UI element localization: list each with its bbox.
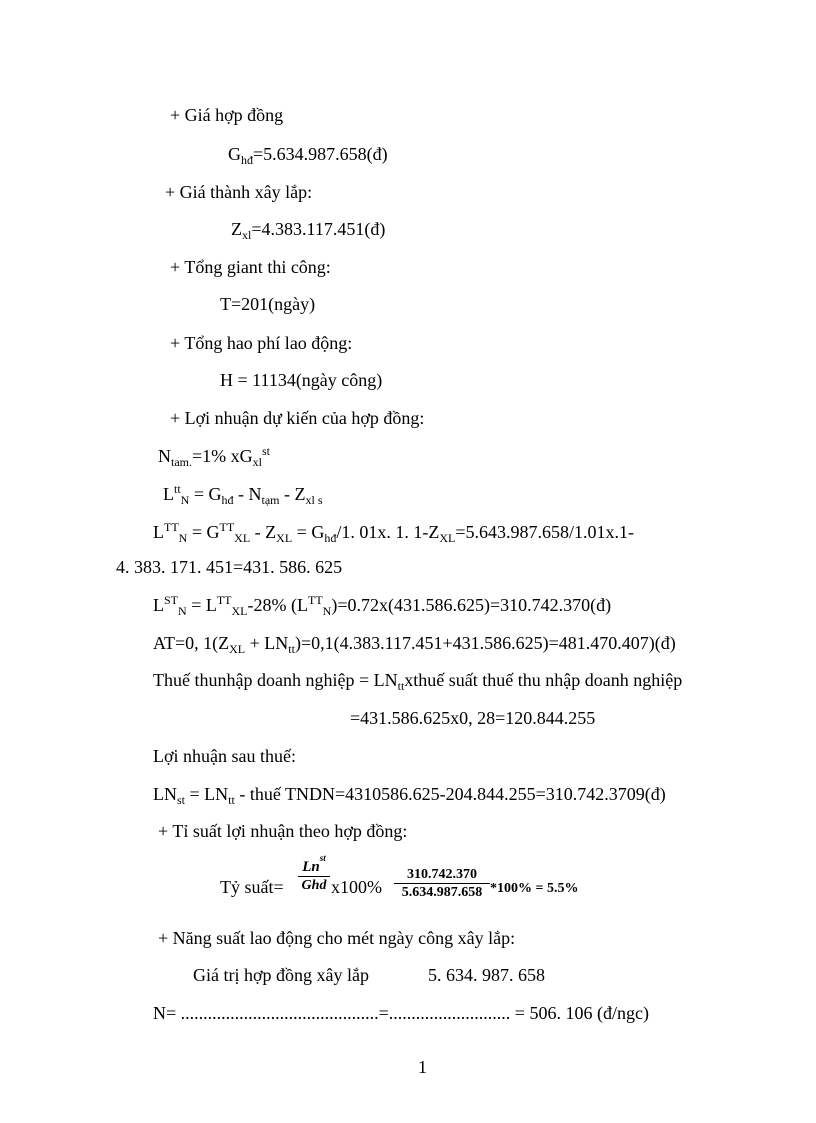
line-zxl-value: $Z_{xl}=4.383.117.451(đ)$	[231, 219, 386, 242]
line-ltt-result: 4. 383. 171. 451=431. 586. 625	[116, 557, 343, 577]
line-tong-hao-phi: + Tổng hao phí lao động:	[170, 333, 353, 353]
line-t-value: T=201(ngày)	[220, 294, 316, 314]
line-tong-thoi-gian: + Tổng giant thi công:	[170, 257, 331, 277]
line-h-value: H = 11134(ngày công)	[220, 370, 383, 390]
fraction-ln-ghd	[298, 853, 330, 895]
line-ti-suat: + Tỉ suất lợi nhuận theo hợp đồng:	[158, 821, 408, 841]
line-at: AT=0, $1(Z_{XL}$ + $LN_{tt})=0,1(4.383.117.451+431.586.625)=481.470.407)(đ)$	[153, 633, 676, 656]
fraction-value-denominator: 5.634.987.658	[401, 885, 483, 900]
line-loi-nhuan-du-kien: + Lợi nhuận dự kiến của hợp đồng:	[170, 408, 425, 428]
line-thue-value: =431.586.625x0, 28=120.844.255	[350, 708, 596, 728]
line-ltt-n: $L^{tt}_N = G_{hđ} - N_{tạm} - Z_{xl s}$	[163, 482, 323, 507]
line-loi-nhuan-sau-thue: Lợi nhuận sau thuế:	[153, 746, 296, 766]
formula-mult: x100%	[331, 877, 382, 897]
line-lnst: $LN_{st} = LN_{tt}$ - thuế TNDN=4310586.625-204.844.255=310.742.3709(đ)	[153, 784, 666, 807]
line-thue-tndn: Thuế thunhập doanh nghiệp = $LN_{tt}xthuế$ suất thuế thu nhập doanh nghiệp	[153, 670, 683, 693]
fraction-values	[394, 866, 490, 901]
fraction-denominator: Ghd	[301, 878, 327, 893]
fraction-numerator: $Ln^{st}$	[302, 853, 326, 875]
line-ltt-formula: $L^{TT}_N = G^{TT}_{XL} - Z_{XL} = G_{hđ}/1$. 01x. 1. $1-Z_{XL}=5.643.987.658/1.01x.1-$	[153, 520, 634, 545]
line-gia-thanh: + Giá thành xây lắp:	[165, 182, 313, 202]
formula-label: Tỷ suất=	[220, 877, 284, 897]
line-n-result: N= ............................................=........................... = 506. 106 (đ/ngc)	[153, 1003, 649, 1023]
line-gia-tri-hop-dong: Giá trị hợp đồng xây lắp 5. 634. 987. 658	[193, 965, 545, 985]
line-gia-hop-dong: + Giá hợp đồng	[170, 105, 284, 125]
formula-result: *100% = 5.5%	[490, 881, 579, 896]
line-nang-suat: + Năng suất lao động cho mét ngày công xây lắp:	[158, 928, 516, 948]
line-lst: $LST_N = L^{TT}_{XL}-28\%$ $(L^{TT}_N)=0.72x(431.586.625)=310.742.370(đ)$	[153, 593, 612, 618]
line-ghd-value: $G_{hđ}=5.634.987.658(đ)$	[228, 144, 388, 167]
line-ntam: $N_{tam.}=1\%$ $xG_{xl}^{st}$	[158, 444, 271, 469]
page-number: 1	[418, 1057, 427, 1077]
fraction-value-numerator: 310.742.370	[407, 867, 477, 882]
